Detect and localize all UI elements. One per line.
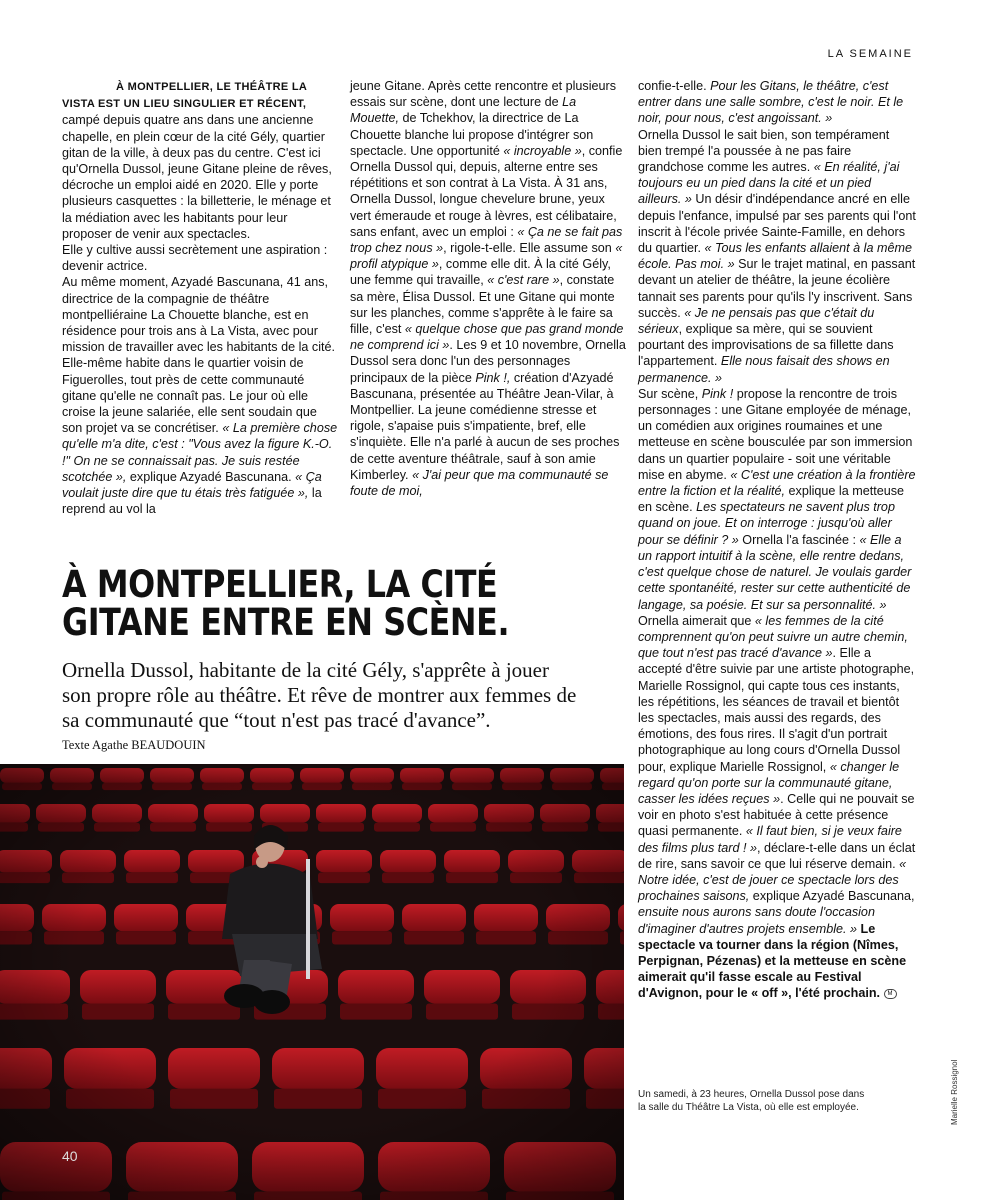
paragraph: Ornella Dussol le sait bien, son tempérament bien trempé l'a poussée à ne pas faire grandchose comme les autres. « En réalité, j'ai toujours eu un pied dans la cité et un pied ailleurs. » Un désir d'indépendance ancré en elle depuis l'enfance, impulsé par ses parents qui l'ont inscrit à l'école privée Sainte-Famille, en dehors du quartier. « Tous les enfants allaient à la même école. Pas moi. » Sur le trajet matinal, en passant devant un atelier de théâtre, la jeune écolière tannait ses parents pour qu'ils l'y inscrivent. Sans succès. « Je ne pensais pas que c'était du sérieux, explique sa mère, qui se souvient pourtant des improvisations de sa fillette dans l'appartement. Elle nous faisait des shows en permanence. » [638, 127, 916, 385]
paragraph: confie-t-elle. Pour les Gitans, le théâtre, c'est entrer dans une salle sombre, c'est le noir. Et le noir, pour nous, c'est angoissant. » [638, 79, 904, 126]
page-number: 40 [62, 1148, 78, 1164]
headline [62, 563, 526, 644]
end-mark-icon: M [884, 989, 897, 999]
theater-photo [0, 764, 624, 1200]
paragraph: Elle y cultive aussi secrètement une aspiration : devenir actrice. [62, 243, 328, 274]
paragraph: Au même moment, Azyadé Bascunana, 41 ans, directrice de la compagnie de théâtre montpelliéraine La Chouette blanche, est en résidence pour trois ans à La Vista, avec pour mission de travailler avec les habitants de la cité. Elle-même habite dans le quartier voisin de Figuerolles, tout près de cette communauté gitane qu'elle ne connaît pas. Le jour où elle croise la jeune salariée, elle sent soudain que son projet va se concrétiser. « La première chose qu'elle m'a dite, c'est : "Vous avez la figure K.-O. !" On ne se connaissait pas. Je suis restée scotchée », explique Azyadé Bascunana. « Ça voulait juste dire que tu étais très fatiguée », la reprend au vol la [62, 275, 338, 517]
section-label: LA SEMAINE [827, 48, 913, 60]
paragraph: jeune Gitane. Après cette rencontre et plusieurs essais sur scène, dont une lecture de La Mouette, de Tchekhov, la directrice de La Chouette blanche lui propose d'intégrer son spectacle. Une opportunité « incroyable », confie Ornella Dussol qui, depuis, alterne entre ses répétitions et son contrat à La Vista. À 31 ans, Ornella Dussol, longue chevelure brune, yeux vert émeraude et rouge à lèvres, est célibataire, sans enfant, avec un emploi : « Ça ne se fait pas trop chez nous », rigole-t-elle. Elle assume son « profil atypique », comme elle dit. À la cité Gély, une femme qui travaille, « c'est rare », constate sa mère, Élisa Dussol. Et une Gitane qui monte sur les planches, comme s'apprête à le faire sa fille, c'est « quelque chose que pas grand monde ne comprend ici ». Les 9 et 10 novembre, Ornella Dussol sera donc l'un des personnages principaux de la pièce Pink !, création d'Azyadé Bascunana, présentée au Théâtre Jean-Vilar, à Montpellier. La jeune comédienne stresse et rigole, s'apaise puis s'impatiente, bref, elle s'inquiète. Elle n'a parlé à aucun de ses proches de cette aventure théâtrale, sauf à son amie Kimberley. « J'ai peur que ma communauté se foute de moi, [350, 79, 626, 499]
article-column-1 [62, 78, 340, 517]
photo-credit: Marielle Rossignol [950, 1059, 959, 1125]
headline-line-1: À MONTPELLIER, LA CITÉ [62, 563, 498, 606]
lead-caps: À MONTPELLIER, LE THÉÂTRE LA VISTA EST UN LIEU SINGULIER ET RÉCENT, [62, 81, 307, 111]
byline: Texte Agathe BEAUDOUIN [62, 738, 206, 752]
paragraph: Sur scène, Pink ! propose la rencontre de trois personnages : une Gitane employée de ménage, un comédien aux origines roumaines et une metteuse en scène bousculée par son immersion dans un quartier populaire - soit une véritable mise en abyme. « C'est une création à la frontière entre la fiction et la réalité, explique la metteuse en scène. Les spectateurs ne savent plus trop quand on joue. Et on interroge : jusqu'où aller pour se définir ? » Ornella l'a fascinée : « Elle a un rapport intuitif à la scène, elle rentre dedans, c'est quelque chose de naturel. Je voulais garder cette spontanéité, rester sur cette authenticité de langage, sa poésie. Et sur sa personnalité. » [638, 386, 916, 612]
standfirst: Ornella Dussol, habitante de la cité Gély, s'apprête à jouer son propre rôle au théâtre. Et rêve de montrer aux femmes de sa communauté que “tout n'est pas tracé d'avance”. [62, 658, 577, 732]
theater-seats-illustration [0, 764, 624, 1200]
headline-line-2: GITANE ENTRE EN SCÈNE. [62, 601, 510, 644]
paragraph: À MONTPELLIER, LE THÉÂTRE LA VISTA EST UN LIEU SINGULIER ET RÉCENT, campé depuis quatre ans dans une ancienne chapelle, en plein cœur de la cité Gély, quartier gitan de la ville, à deux pas du centre. C'est ici qu'Ornella Dussol, jeune Gitane pleine de rêves, décroche un emploi aidé en 2020. Elle y porte plusieurs casquettes : la billetterie, le ménage et la médiation avec les habitants pour leur proposer de venir aux spectacles. [62, 81, 332, 241]
article-column-2 [350, 78, 628, 499]
photo-caption: Un samedi, à 23 heures, Ornella Dussol pose dans la salle du Théâtre La Vista, où elle est employée. [638, 1089, 865, 1113]
paragraph: Ornella aimerait que « les femmes de la cité comprennent qu'on peut suivre un autre chemin, que tout n'est pas tracé d'avance ». Elle a accepté d'être suivie par une artiste photographe, Marielle Rossignol, qui capte tous ces instants, les répétitions, les séances de travail et bientôt les spectacles, mais aussi des regards, des émotions, des fous rires. Il s'agit d'un portrait photographique au long cours d'Ornella Dussol pour, explique Marielle Rossignol, « changer le regard qu'on porte sur la communauté gitane, casser les idées reçues ». Celle qui ne pouvait se voir en photo s'est habituée à cette présence quasi permanente. « Il faut bien, si je veux faire des films plus tard ! », déclare-t-elle dans un éclat de rire, sans savoir ce que lui réserve demain. « Notre idée, c'est de jouer ce spectacle lors des prochaines saisons, explique Azyadé Bascunana, ensuite nous aurons sans doute l'occasion d'imaginer d'autres projets ensemble. » Le spectacle va tourner dans la région (Nîmes, Perpignan, Pézenas) et la metteuse en scène aimerait qu'il fasse escale au Festival d'Avignon, pour le « off », l'été prochain. M [638, 613, 916, 1001]
article-column-3 [638, 78, 916, 1002]
